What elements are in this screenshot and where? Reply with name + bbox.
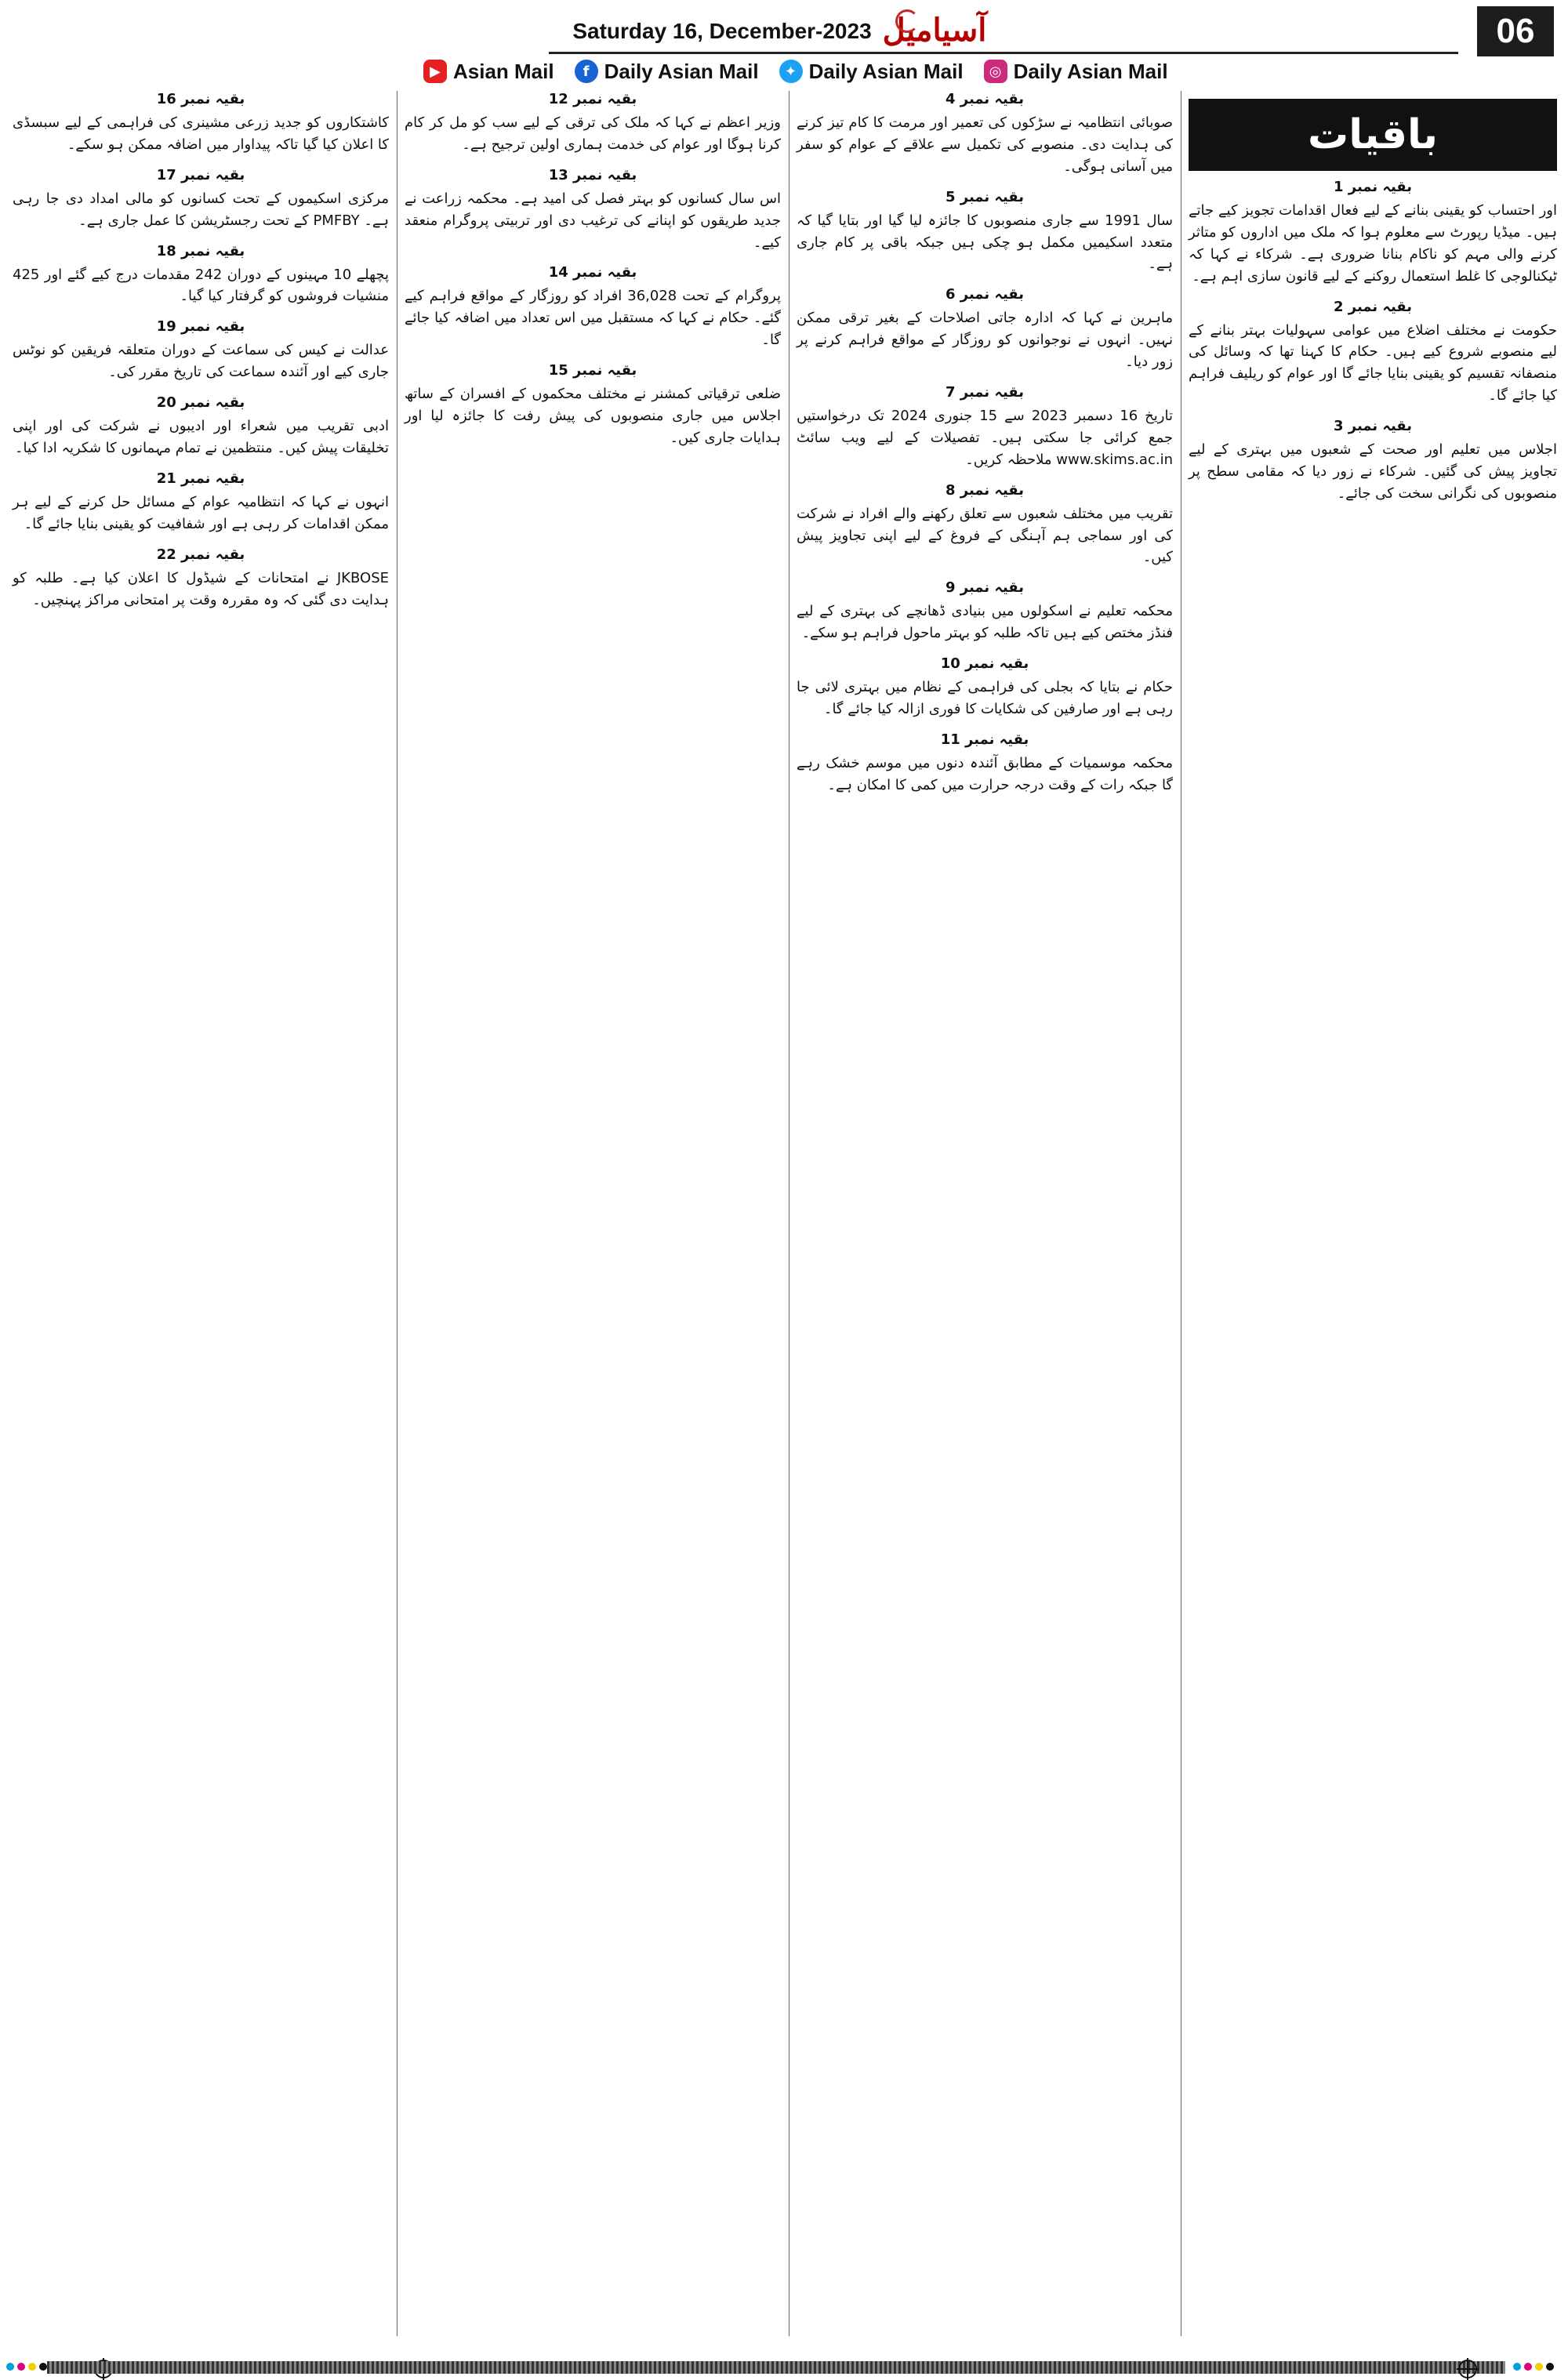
article bbox=[8, 242, 390, 308]
article-body: تاریخ 16 دسمبر 2023 سے 15 جنوری 2024 تک درخواستیں جمع کرائی جا سکتی ہیں۔ تفصیلات کے لیے ویب سائٹ www.skims.ac.in ملاحظہ کریں۔ bbox=[792, 408, 1173, 468]
article bbox=[8, 91, 389, 156]
article-body: محکمہ موسمیات کے مطابق آئندہ دنوں میں موسم خشک رہے گا جبکہ رات کے وقت درجہ حرارت میں کمی کا امکان ہے۔ bbox=[792, 754, 1173, 793]
article bbox=[8, 394, 389, 459]
article-body: ضلعی ترقیاتی کمشنر نے مختلف محکموں کے افسران کے ساتھ اجلاس میں جاری منصوبوں کی پیش رفت کا جائزہ لیا اور ہدایات جاری کیں۔ bbox=[400, 386, 781, 446]
article-title: بقیہ نمبر 8 bbox=[945, 481, 1025, 499]
article-body: مرکزی اسکیموں کے تحت کسانوں کو مالی امداد دی جا رہی ہے۔ PMFBY کے تحت رجسٹریشن کا عمل جاری ہے۔ bbox=[8, 190, 389, 229]
article-body: انہوں نے کہا کہ انتظامیہ عوام کے مسائل حل کرنے کے لیے ہر ممکن اقدامات کر رہی ہے اور شفافیت کو یقینی بنایا جائے گا۔ bbox=[8, 493, 389, 532]
column-2 bbox=[792, 91, 1173, 2336]
article-body: محکمہ تعلیم نے اسکولوں میں بنیادی ڈھانچے کی بہتری کے لیے فنڈز مختص کیے ہیں تاکہ طلبہ کو بہتر ماحول فراہم ہو سکے۔ bbox=[792, 603, 1173, 642]
article-body: اور احتساب کو یقینی بنانے کے لیے فعال اقدامات تجویز کیے جاتے ہیں۔ میڈیا رپورٹ سے معلوم ہوا کہ ملک میں اداروں کو متاثر کرنے والی مہم کو ناکام بنانا ضروری ہے۔ شرکاء نے کہا کہ ٹیکنالوجی کا غلط استعمال روکنے کے لیے قانون سازی اہم ہے۔ bbox=[1184, 202, 1557, 285]
column-3 bbox=[400, 91, 781, 2336]
article-body: سال 1991 سے جاری منصوبوں کا جائزہ لیا گیا اور بتایا گیا کہ متعدد اسکیمیں مکمل ہو چکی ہیں جبکہ باقی پر کام جاری ہے۔ bbox=[792, 212, 1173, 273]
article bbox=[792, 731, 1173, 796]
article bbox=[400, 264, 781, 351]
social-instagram[interactable] bbox=[984, 60, 1168, 84]
article-body: ماہرین نے کہا کہ ادارہ جاتی اصلاحات کے بغیر ترقی ممکن نہیں۔ انہوں نے نوجوانوں کو روزگار کے مواقع فراہم کرنے پر زور دیا۔ bbox=[792, 310, 1173, 371]
page-number: 06 bbox=[1477, 6, 1554, 56]
article-title: بقیہ نمبر 7 bbox=[945, 384, 1025, 401]
article-columns bbox=[8, 91, 1560, 2336]
article-title: بقیہ نمبر 20 bbox=[156, 394, 245, 412]
article bbox=[400, 362, 781, 449]
article bbox=[792, 655, 1173, 720]
facebook-icon: f bbox=[575, 60, 598, 83]
article-body: حکومت نے مختلف اضلاع میں عوامی سہولیات بہتر بنانے کے لیے منصوبے شروع کیے ہیں۔ حکام کا کہنا تھا کہ وسائل کی منصفانہ تقسیم کو یقینی بنایا جائے گا اور عوام کو ریلیف فراہم کیا جائے گا۔ bbox=[1184, 321, 1557, 405]
print-registration-strip bbox=[0, 2353, 1568, 2379]
article bbox=[792, 579, 1173, 644]
article-title: بقیہ نمبر 17 bbox=[156, 166, 245, 183]
article bbox=[8, 470, 389, 535]
article-body: پچھلے 10 مہینوں کے دوران 242 مقدمات درج کیے گئے اور 425 منشیات فروشوں کو گرفتار کیا گیا۔ bbox=[8, 266, 390, 305]
article-title: بقیہ نمبر 5 bbox=[945, 188, 1025, 205]
youtube-icon: ▶ bbox=[423, 60, 447, 83]
article-title: بقیہ نمبر 22 bbox=[156, 546, 245, 563]
section-title: باقیات bbox=[1189, 99, 1557, 171]
article-title: بقیہ نمبر 14 bbox=[548, 264, 637, 281]
article-body: ادبی تقریب میں شعراء اور ادیبوں نے شرکت کی اور اپنی تخلیقات پیش کیں۔ منتظمین نے تمام مہمانوں کا شکریہ ادا کیا۔ bbox=[8, 418, 389, 457]
article bbox=[792, 188, 1173, 276]
article-body: JKBOSE نے امتحانات کے شیڈول کا اعلان کیا ہے۔ طلبہ کو ہدایت دی گئی کہ وہ مقررہ وقت پر امتحانی مراکز پہنچیں۔ bbox=[8, 569, 389, 608]
social-label: Daily Asian Mail bbox=[1013, 59, 1168, 83]
column-1 bbox=[1184, 179, 1557, 2336]
article bbox=[400, 91, 781, 156]
article-title: بقیہ نمبر 2 bbox=[1333, 298, 1413, 315]
page-header bbox=[0, 0, 1568, 86]
article-title: بقیہ نمبر 16 bbox=[156, 91, 245, 107]
color-swatches bbox=[6, 2363, 47, 2371]
header-rule bbox=[549, 52, 1458, 54]
article-title: بقیہ نمبر 3 bbox=[1333, 418, 1413, 435]
social-youtube[interactable] bbox=[423, 60, 554, 84]
social-label: Asian Mail bbox=[453, 59, 554, 83]
article-body: عدالت نے کیس کی سماعت کے دوران متعلقہ فریقین کو نوٹس جاری کیے اور آئندہ سماعت کی تاریخ مقرر کی۔ bbox=[8, 342, 389, 381]
article-body: وزیر اعظم نے کہا کہ ملک کی ترقی کے لیے سب کو مل کر کام کرنا ہوگا اور عوام کی خدمت ہماری اولین ترجیح ہے۔ bbox=[400, 114, 781, 153]
article-body: اس سال کسانوں کو بہتر فصل کی امید ہے۔ محکمہ زراعت نے جدید طریقوں کو اپنانے کی ترغیب دی اور تربیتی پروگرام منعقد کیے۔ bbox=[400, 190, 781, 251]
social-label: Daily Asian Mail bbox=[604, 59, 759, 83]
instagram-icon: ◎ bbox=[984, 60, 1007, 83]
twitter-icon: ✦ bbox=[779, 60, 803, 83]
article-title: بقیہ نمبر 6 bbox=[945, 286, 1025, 303]
newspaper-logo: آسیامیل bbox=[877, 5, 993, 55]
article-title: بقیہ نمبر 21 bbox=[156, 470, 245, 487]
social-twitter[interactable] bbox=[779, 60, 964, 84]
article bbox=[1184, 298, 1557, 408]
article-body: اجلاس میں تعلیم اور صحت کے شعبوں میں بہتری کے لیے تجاویز پیش کی گئیں۔ شرکاء نے زور دیا کہ مقامی سطح پر منصوبوں کی نگرانی سخت کی جائے۔ bbox=[1184, 441, 1557, 502]
article-title: بقیہ نمبر 12 bbox=[548, 91, 637, 107]
column-4 bbox=[8, 91, 390, 2336]
article bbox=[792, 286, 1173, 373]
registration-mark-icon bbox=[1458, 2360, 1477, 2378]
social-label: Daily Asian Mail bbox=[808, 59, 964, 83]
article-title: بقیہ نمبر 4 bbox=[945, 91, 1025, 107]
print-control-bar bbox=[47, 2361, 1505, 2374]
article-title: بقیہ نمبر 15 bbox=[548, 362, 637, 379]
article-title: بقیہ نمبر 11 bbox=[940, 731, 1029, 748]
article bbox=[792, 481, 1173, 569]
article bbox=[8, 166, 389, 232]
article-title: بقیہ نمبر 10 bbox=[940, 655, 1029, 673]
article-body: تقریب میں مختلف شعبوں سے تعلق رکھنے والے افراد نے شرکت کی اور سماجی ہم آہنگی کے فروغ کے لیے اپنی تجاویز پیش کیں۔ bbox=[792, 505, 1173, 566]
article bbox=[8, 546, 389, 611]
social-facebook[interactable] bbox=[575, 60, 759, 84]
article-body: صوبائی انتظامیہ نے سڑکوں کی تعمیر اور مرمت کا کام تیز کرنے کی ہدایت دی۔ منصوبے کی تکمیل سے علاقے کے عوام کو سفر میں آسانی ہوگی۔ bbox=[792, 114, 1173, 175]
article-body: حکام نے بتایا کہ بجلی کی فراہمی کے نظام میں بہتری لائی جا رہی ہے اور صارفین کی شکایات کا فوری ازالہ کیا جائے گا۔ bbox=[792, 679, 1173, 718]
article bbox=[400, 166, 781, 254]
issue-date: Saturday 16, December-2023 bbox=[572, 19, 872, 43]
article bbox=[8, 318, 389, 383]
article-body: کاشتکاروں کو جدید زرعی مشینری کی فراہمی کے لیے سبسڈی کا اعلان کیا گیا تاکہ پیداوار میں اضافہ ممکن ہو سکے۔ bbox=[8, 114, 389, 153]
article-title: بقیہ نمبر 19 bbox=[156, 318, 245, 336]
article bbox=[792, 384, 1173, 471]
article bbox=[1184, 179, 1557, 288]
article bbox=[1184, 418, 1557, 505]
article-body: پروگرام کے تحت 36,028 افراد کو روزگار کے مواقع فراہم کیے گئے۔ حکام نے کہا کہ مستقبل میں اس تعداد میں اضافہ کیا جائے گا۔ bbox=[400, 288, 781, 349]
color-swatches bbox=[1513, 2363, 1554, 2371]
article-title: بقیہ نمبر 1 bbox=[1333, 179, 1413, 195]
article bbox=[792, 91, 1173, 178]
article-title: بقیہ نمبر 13 bbox=[548, 166, 637, 183]
article-title: بقیہ نمبر 9 bbox=[945, 579, 1025, 597]
article-title: بقیہ نمبر 18 bbox=[156, 242, 245, 259]
social-links bbox=[423, 56, 1552, 86]
